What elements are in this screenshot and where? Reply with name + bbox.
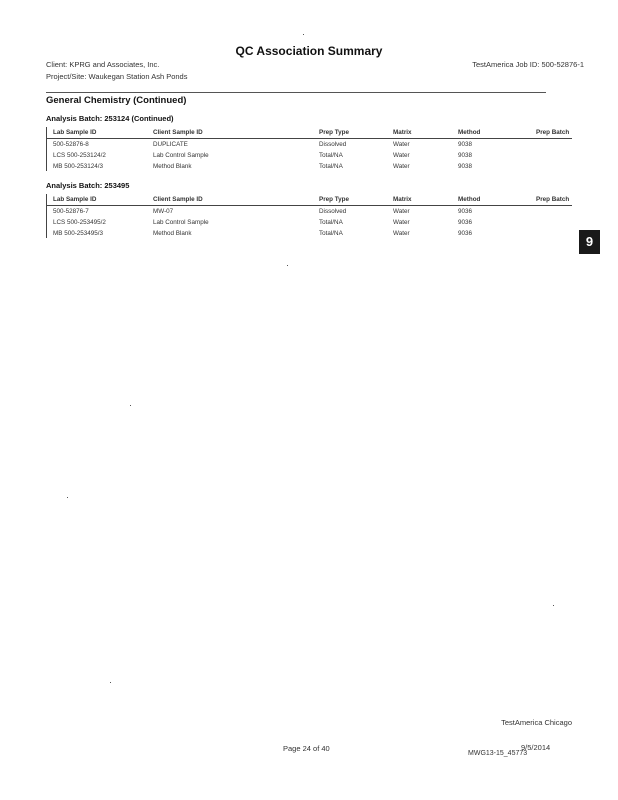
- page-title: QC Association Summary: [235, 44, 383, 58]
- matrix: Water: [393, 141, 410, 148]
- client-name: Client: KPRG and Associates, Inc.: [46, 60, 160, 69]
- prep-type: Total/NA: [319, 163, 343, 170]
- table-row: [46, 206, 572, 217]
- section-tab-badge: 9: [579, 230, 600, 254]
- matrix: Water: [393, 230, 410, 237]
- col-lab-sample-id: Lab Sample ID: [53, 196, 97, 203]
- col-prep-batch: Prep Batch: [536, 196, 570, 203]
- col-matrix: Matrix: [393, 196, 412, 203]
- scan-speck: [67, 497, 68, 498]
- client-sample-id: Lab Control Sample: [153, 152, 209, 159]
- client-sample-id: MW-07: [153, 208, 174, 215]
- table-row: [46, 217, 572, 228]
- lab-sample-id: 500-52876-8: [53, 141, 89, 148]
- method: 9038: [458, 152, 473, 159]
- client-sample-id: DUPLICATE: [153, 141, 188, 148]
- batch-2-title: Analysis Batch: 253495: [46, 181, 130, 190]
- table-row: [46, 139, 572, 150]
- col-method: Method: [458, 196, 481, 203]
- table-header: [46, 127, 572, 139]
- method: 9038: [458, 163, 473, 170]
- footer-lab-name: TestAmerica Chicago: [501, 718, 572, 727]
- job-id: TestAmerica Job ID: 500-52876-1: [472, 60, 584, 69]
- section-title: General Chemistry (Continued): [46, 95, 187, 106]
- col-prep-type: Prep Type: [319, 129, 349, 136]
- lab-sample-id: 500-52876-7: [53, 208, 89, 215]
- lab-sample-id: MB 500-253124/3: [53, 163, 104, 170]
- col-lab-sample-id: Lab Sample ID: [53, 129, 97, 136]
- batch-1-title: Analysis Batch: 253124 (Continued): [46, 114, 174, 123]
- scan-speck: [303, 34, 304, 35]
- prep-type: Total/NA: [319, 219, 343, 226]
- batch-2-table: [46, 194, 572, 239]
- lab-sample-id: LCS 500-253124/2: [53, 152, 106, 159]
- lab-sample-id: MB 500-253495/3: [53, 230, 104, 237]
- matrix: Water: [393, 219, 410, 226]
- col-method: Method: [458, 129, 481, 136]
- scan-speck: [130, 405, 131, 406]
- report-date: 9/5/2014: [521, 743, 551, 752]
- bates-stamp: MWG13-15_45773: [468, 750, 528, 757]
- scan-speck: [553, 605, 554, 606]
- col-prep-batch: Prep Batch: [536, 129, 570, 136]
- prep-type: Total/NA: [319, 152, 343, 159]
- table-row: [46, 161, 572, 172]
- lab-sample-id: LCS 500-253495/2: [53, 219, 106, 226]
- prep-type: Dissolved: [319, 141, 347, 148]
- col-prep-type: Prep Type: [319, 196, 349, 203]
- method: 9036: [458, 208, 473, 215]
- prep-type: Dissolved: [319, 208, 347, 215]
- col-client-sample-id: Client Sample ID: [153, 129, 203, 136]
- table-row: [46, 150, 572, 161]
- table-header: [46, 194, 572, 206]
- client-sample-id: Method Blank: [153, 230, 192, 237]
- matrix: Water: [393, 208, 410, 215]
- method: 9036: [458, 230, 473, 237]
- matrix: Water: [393, 152, 410, 159]
- batch-1-table: [46, 127, 572, 172]
- project-site: Project/Site: Waukegan Station Ash Ponds: [46, 72, 188, 81]
- method: 9038: [458, 141, 473, 148]
- col-matrix: Matrix: [393, 129, 412, 136]
- scan-speck: [110, 682, 111, 683]
- header-rule: [46, 92, 546, 93]
- scan-speck: [287, 265, 288, 266]
- method: 9036: [458, 219, 473, 226]
- col-client-sample-id: Client Sample ID: [153, 196, 203, 203]
- page-number: Page 24 of 40: [283, 744, 330, 753]
- prep-type: Total/NA: [319, 230, 343, 237]
- matrix: Water: [393, 163, 410, 170]
- client-sample-id: Lab Control Sample: [153, 219, 209, 226]
- table-row: [46, 228, 572, 239]
- client-sample-id: Method Blank: [153, 163, 192, 170]
